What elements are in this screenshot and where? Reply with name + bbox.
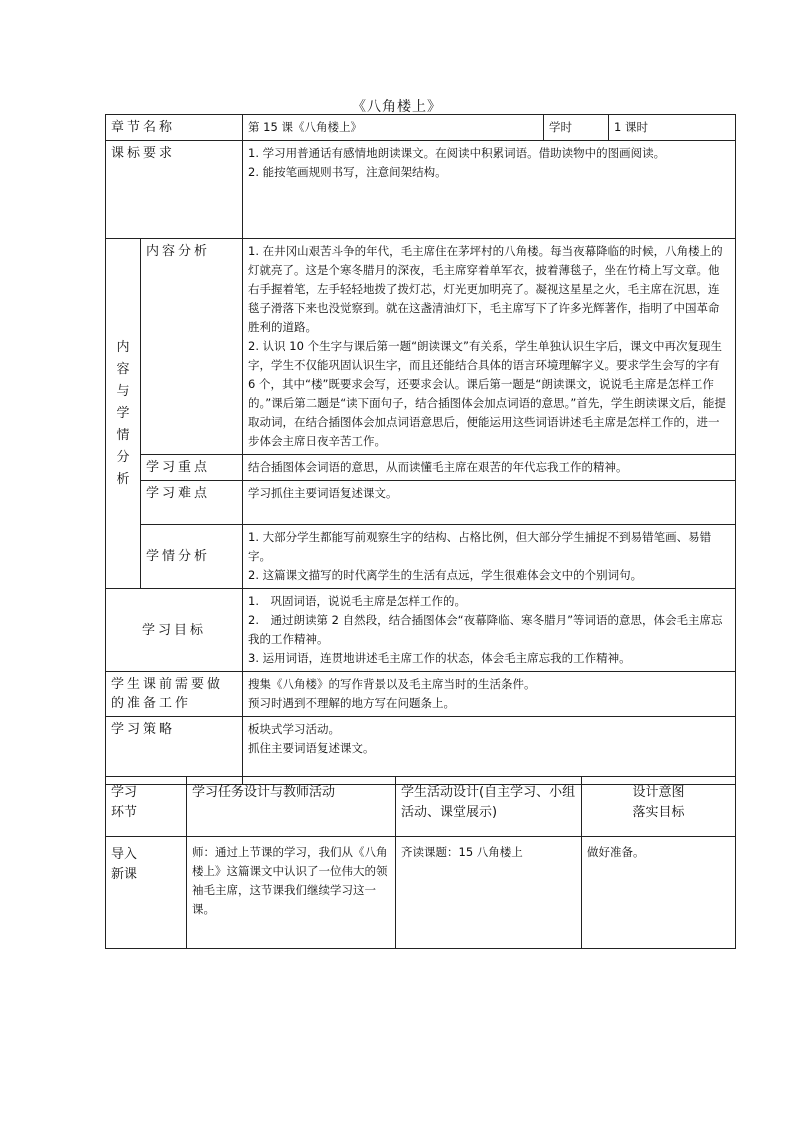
chapter-label: 章节名称: [106, 115, 243, 141]
vertical-char: 析: [116, 471, 130, 487]
row-prep: [106, 672, 736, 717]
intro-stage-line: 导入: [111, 847, 138, 862]
process-row-intro: [106, 837, 736, 949]
intro-teacher-activity: 师：通过上节课的学习，我们从《八角楼上》这篇课文中认识了一位伟大的领袖毛主席，这节课我们继续学习这一课。: [187, 837, 396, 949]
stage-header: [106, 777, 187, 837]
vertical-char: 情: [116, 427, 130, 443]
process-table: [105, 776, 736, 949]
key-point-label: 学习重点: [141, 455, 243, 481]
intent-header-line: 落实目标: [632, 805, 685, 820]
document-title: 《八角楼上》: [352, 99, 442, 115]
standard-content: [243, 141, 736, 239]
learner-analysis-text: [243, 525, 736, 589]
row-content-analysis: [106, 239, 736, 455]
row-standard: [106, 141, 736, 239]
intro-intent: 做好准备。: [582, 837, 736, 949]
goals-content: [243, 589, 736, 672]
teacher-header: 学习任务设计与教师活动: [187, 777, 396, 837]
intent-header-line: 设计意图: [632, 785, 685, 800]
hours-label: 学时: [544, 115, 609, 141]
stage-header-line: 学习: [111, 785, 138, 800]
goal-line-2: 2. 通过朗读第 2 自然段，结合插图体会“夜幕降临、寒冬腊月”等词语的意思，体会毛主席忘我的工作精神。: [248, 613, 723, 646]
strategy-line-1: 板块式学习活动。: [248, 722, 341, 736]
chapter-value: 第 15 课《八角楼上》: [243, 115, 544, 141]
vertical-char: 学: [116, 405, 130, 421]
row-learner-analysis: [106, 525, 736, 589]
standard-label: 课标要求: [106, 141, 243, 239]
goals-label: 学习目标: [106, 589, 243, 672]
strategy-line-2: 抓住主要词语复述课文。: [248, 741, 375, 755]
learner-line-2: 2. 这篇课文描写的时代离学生的生活有点远，学生很难体会文中的个别词句。: [248, 568, 643, 582]
prep-line-1: 搜集《八角楼》的写作背景以及毛主席当时的生活条件。: [248, 677, 536, 691]
intro-student-activity: 齐读课题：15 八角楼上: [396, 837, 582, 949]
content-analysis-p2: 2. 认识 10 个生字与课后第一题“朗读课文”有关系，学生单独认识生字后，课文中再次复现生字，学生不仅能巩固认识生字，而且还能结合具体的语言环境理解字义。要求学生会写的字有 6 个，其中“楼”既要求会写，还要求会认。课后第一题是“朗读课文，说说毛主席是怎样工作的。”课后第二题是“读下面句子，结合插图体会加点词语的意思。”首先，学生朗读课文后，能提取动词，在结合插图体会加点词语意思后，便能运用这些词语讲述毛主席是怎样工作的，进一步体会主席日夜辛苦工作。: [248, 339, 726, 448]
stage-header-line: 环节: [111, 805, 138, 820]
intro-stage: [106, 837, 187, 949]
content-analysis-p1: 1. 在井冈山艰苦斗争的年代，毛主席住在茅坪村的八角楼。每当夜幕降临的时候，八角楼上的灯就亮了。这是个寒冬腊月的深夜，毛主席穿着单军衣，披着薄毯子，坐在竹椅上写文章。他右手握着笔，左手轻轻地拨了拨灯芯，灯光更加明亮了。凝视这星星之火，毛主席在沉思，连毯子滑落下来也没觉察到。就在这盏清油灯下，毛主席写下了许多光辉著作，指明了中国革命胜利的道路。: [248, 244, 723, 334]
goal-line-3: 3. 运用词语，连贯地讲述毛主席工作的状态，体会毛主席忘我的工作精神。: [248, 651, 631, 665]
row-key-point: [106, 455, 736, 481]
strategy-content: [243, 717, 736, 785]
lesson-plan-table: [105, 114, 736, 785]
hours-value: 1 课时: [609, 115, 736, 141]
prep-content: [243, 672, 736, 717]
row-difficulty: [106, 481, 736, 525]
vertical-char: 内: [116, 339, 130, 355]
row-goals: [106, 589, 736, 672]
goal-line-1: 1. 巩固词语，说说毛主席是怎样工作的。: [248, 594, 466, 608]
prep-label: 学生课前需要做的准备工作: [106, 672, 243, 717]
strategy-label: 学习策略: [106, 717, 243, 785]
difficulty-text: 学习抓住主要词语复述课文。: [243, 481, 736, 525]
vertical-char: 容: [116, 361, 130, 377]
vertical-char: 分: [116, 449, 130, 465]
difficulty-label: 学习难点: [141, 481, 243, 525]
standard-line-1: 1. 学习用普通话有感情地朗读课文。在阅读中积累词语。借助读物中的图画阅读。: [248, 146, 666, 160]
prep-line-2: 预习时遇到不理解的地方写在问题条上。: [248, 696, 456, 710]
intro-stage-line: 新课: [111, 867, 138, 882]
student-header: 学生活动设计(自主学习、小组活动、课堂展示): [396, 777, 582, 837]
row-strategy: [106, 717, 736, 785]
content-analysis-text: [243, 239, 736, 455]
row-chapter: [106, 115, 736, 141]
content-analysis-label: 内容分析: [141, 239, 243, 455]
intent-header: [582, 777, 736, 837]
key-point-text: 结合插图体会词语的意思，从而读懂毛主席在艰苦的年代忘我工作的精神。: [243, 455, 736, 481]
standard-line-2: 2. 能按笔画规则书写，注意间架结构。: [248, 165, 447, 179]
process-header-row: [106, 777, 736, 837]
analysis-group-label: [106, 239, 141, 589]
vertical-char: 与: [116, 383, 130, 399]
learner-line-1: 1. 大部分学生都能写前观察生字的结构、占格比例，但大部分学生捕捉不到易错笔画、易错字。: [248, 530, 712, 563]
learner-analysis-label: 学情分析: [141, 525, 243, 589]
